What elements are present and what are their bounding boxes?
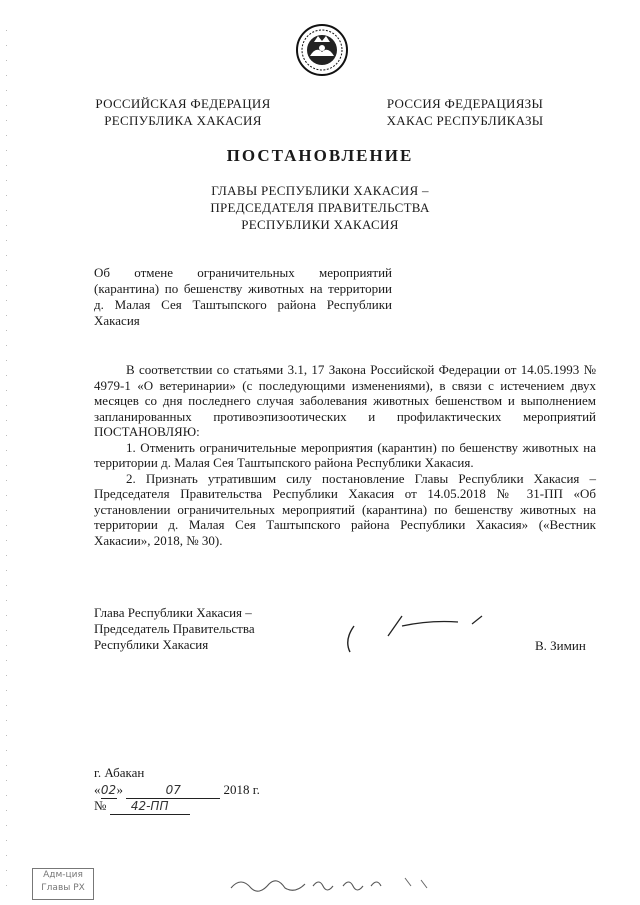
body-paragraph: В соответствии со статьями 3.1, 17 Закона Российской Федерации от 14.05.1993 № 4979-1 «О ветеринарии» (с последующими изменениями), в связи с истечением двух месяцев со дня последнего случая заболевания животных бешенством и выполнением запланированных противоэпизоотических и профилактических мероприятий ПОСТАНОВЛЯЮ: [94,362,596,439]
document-title: ПОСТАНОВЛЕНИЕ [226,146,414,165]
place-of-issue: г. Абакан [94,765,145,780]
signatory-line: Глава Республики Хакасия – [94,605,252,620]
body-paragraph: 2. Признать утратившим силу постановление Главы Республики Хакасия – Председателя Правительства Республики Хакасия от 14.05.2018 № 31-ПП «Об установлении ограничительных мероприятий (карантина) по бешенству животных на территории д. Малая Сея Таштыпского района Республики Хакасия» («Вестник Хакасии», 2018, № 30). [94,470,596,548]
number-line [94,798,294,815]
date-quote-close: » [116,782,123,797]
signatory-name: В. Зимин [535,638,586,653]
signatory-line: Председатель Правительства [94,621,255,636]
issuer-line: РЕСПУБЛИКИ ХАКАСИЯ [241,217,399,232]
header-left [78,95,288,129]
scan-edge-marks [5,30,8,890]
document-subject: Об отмене ограничительных мероприятий (карантина) по бешенству животных на территории д. Малая Сея Таштыпского района Республики Хакасия [94,265,392,328]
body-paragraph: 1. Отменить ограничительные мероприятия (карантин) по бешенству животных на территории д. Малая Сея Таштыпского района Республики Хакасия. [94,439,596,470]
stamp-line: Главы РХ [41,883,85,893]
header-right-line: РОССИЯ ФЕДЕРАЦИЯЗЫ [386,96,544,111]
date-year: 2018 г. [223,782,260,797]
document-body [94,362,596,548]
coat-of-arms-emblem [294,22,350,78]
issuer-line: ГЛАВЫ РЕСПУБЛИКИ ХАКАСИЯ – [211,183,429,198]
handwritten-signature [340,612,490,660]
date-month: 07 [126,782,220,799]
issuer-line: ПРЕДСЕДАТЕЛЯ ПРАВИТЕЛЬСТВА [210,200,430,215]
header-left-line: РЕСПУБЛИКА ХАКАСИЯ [104,113,262,128]
handwritten-note-scribble [225,870,435,898]
signatory-position [94,605,314,653]
stamp-line: Адм-ция [43,870,83,880]
date-line [94,782,294,799]
signatory-line: Республики Хакасия [94,637,209,652]
number-prefix: № [94,798,107,813]
date-day: 02 [100,783,117,797]
issuer-block [140,182,500,233]
date-quote-open: « [94,782,101,797]
header-left-line: РОССИЙСКАЯ ФЕДЕРАЦИЯ [95,96,271,111]
header-right [360,95,570,129]
document-number: 42-ПП [110,798,190,815]
registration-stamp [32,868,94,900]
header-right-line: ХАКАС РЕСПУБЛИКАЗЫ [386,113,544,128]
